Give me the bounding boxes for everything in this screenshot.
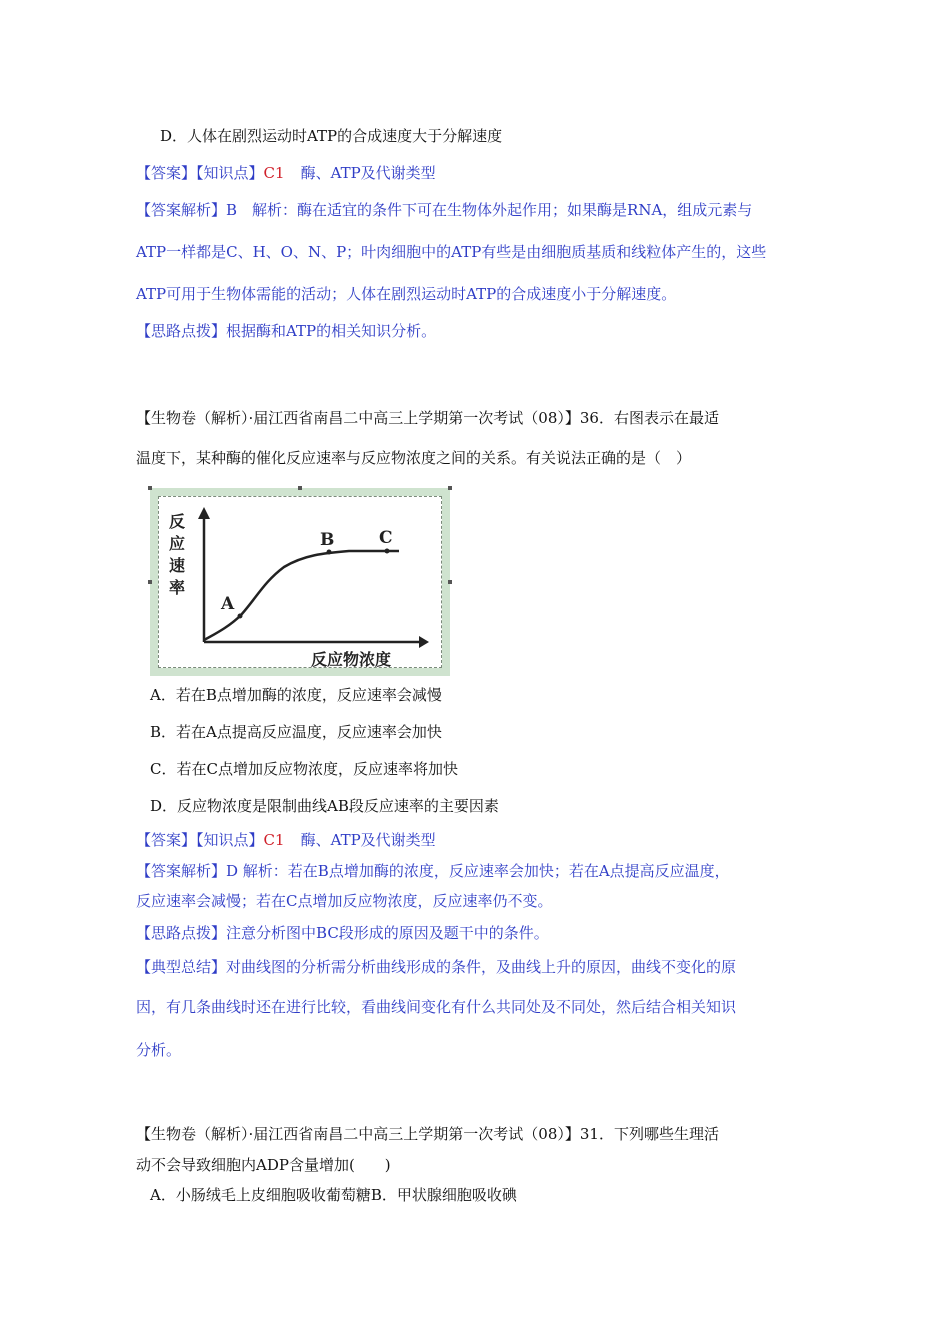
x-axis-arrow-icon bbox=[419, 636, 429, 648]
tip-text: 根据酶和ATP的相关知识分析。 bbox=[226, 322, 437, 340]
y-axis-label-3: 速 bbox=[169, 556, 186, 575]
point-a-label: A bbox=[221, 594, 235, 614]
knowledge-text: 酶、ATP及代谢类型 bbox=[300, 164, 436, 182]
summary-line-3: 分析。 bbox=[136, 1041, 182, 1059]
knowledge-code: C1 bbox=[263, 164, 285, 182]
point-c-marker bbox=[385, 549, 390, 554]
point-a-marker bbox=[238, 614, 243, 619]
y-axis-arrow-icon bbox=[198, 507, 210, 519]
resize-handle bbox=[448, 580, 452, 584]
resize-handle bbox=[448, 486, 452, 490]
reaction-rate-figure bbox=[150, 488, 450, 676]
knowledge-tag: 【知识点】 bbox=[196, 831, 264, 849]
resize-handle bbox=[148, 580, 152, 584]
resize-handle bbox=[298, 486, 302, 490]
tip-tag: 【思路点拨】 bbox=[136, 322, 227, 340]
analysis-line-2: ATP一样都是C、H、O、N、P；叶肉细胞中的ATP有些是由细胞质基质和线粒体产生的，这些 bbox=[136, 243, 767, 261]
analysis-text: B 解析：酶在适宜的条件下可在生物体外起作用；如果酶是RNA，组成元素与 bbox=[226, 201, 753, 219]
question-36-line-1: 【生物卷（解析）·届江西省南昌二中高三上学期第一次考试（08）】36．右图表示在最适 bbox=[136, 409, 719, 427]
analysis-row-1 bbox=[136, 861, 730, 881]
option-b: B．若在A点提高反应温度，反应速率会加快 bbox=[150, 723, 442, 741]
point-b-label: B bbox=[320, 530, 335, 550]
resize-handle bbox=[148, 486, 152, 490]
figure-canvas bbox=[158, 496, 442, 668]
analysis-tag: 【答案解析】 bbox=[136, 862, 227, 880]
knowledge-code: C1 bbox=[263, 831, 285, 849]
tip-text: 注意分析图中BC段形成的原因及题干中的条件。 bbox=[226, 924, 549, 942]
summary-row-1 bbox=[136, 957, 736, 977]
summary-tag: 【典型总结】 bbox=[136, 958, 227, 976]
answer-tag: 【答案】 bbox=[136, 831, 197, 849]
analysis-line-2: 反应速率会减慢；若在C点增加反应物浓度，反应速率仍不变。 bbox=[136, 892, 553, 910]
y-axis-label-4: 率 bbox=[169, 578, 186, 597]
question-36-line-2: 温度下，某种酶的催化反应速率与反应物浓度之间的关系。有关说法正确的是（ ） bbox=[136, 449, 692, 467]
tip-row bbox=[136, 923, 549, 943]
summary-text: 对曲线图的分析需分析曲线形成的条件，及曲线上升的原因，曲线不变化的原 bbox=[226, 958, 737, 976]
point-b-marker bbox=[327, 550, 332, 555]
answer-tag: 【答案】 bbox=[136, 164, 197, 182]
answer-row bbox=[136, 163, 436, 183]
tip-row bbox=[136, 321, 436, 341]
x-axis-label: 反应物浓度 bbox=[311, 650, 392, 667]
analysis-line-3: ATP可用于生物体需能的活动；人体在剧烈运动时ATP的合成速度小于分解速度。 bbox=[136, 285, 677, 303]
question-31-line-2: 动不会导致细胞内ADP含量增加( ) bbox=[136, 1156, 391, 1174]
answer-row bbox=[136, 830, 436, 850]
option-d: D．反应物浓度是限制曲线AB段反应速率的主要因素 bbox=[150, 797, 499, 815]
analysis-text: D 解析：若在B点增加酶的浓度，反应速率会加快；若在A点提高反应温度， bbox=[226, 862, 730, 880]
analysis-tag: 【答案解析】 bbox=[136, 201, 227, 219]
option-d: D．人体在剧烈运动时ATP的合成速度大于分解速度 bbox=[160, 127, 503, 145]
knowledge-tag: 【知识点】 bbox=[196, 164, 264, 182]
analysis-row-1 bbox=[136, 200, 752, 220]
option-ab: A．小肠绒毛上皮细胞吸收葡萄糖B．甲状腺细胞吸收碘 bbox=[150, 1186, 517, 1204]
y-axis-label-2: 应 bbox=[169, 534, 186, 553]
y-axis-label-1: 反 bbox=[169, 512, 186, 531]
option-a: A．若在B点增加酶的浓度，反应速率会减慢 bbox=[150, 686, 442, 704]
tip-tag: 【思路点拨】 bbox=[136, 924, 227, 942]
summary-line-2: 因，有几条曲线时还在进行比较，看曲线间变化有什么共同处及不同处，然后结合相关知识 bbox=[136, 998, 737, 1016]
option-c: C．若在C点增加反应物浓度，反应速率将加快 bbox=[150, 760, 458, 778]
question-31-line-1: 【生物卷（解析）·届江西省南昌二中高三上学期第一次考试（08）】31．下列哪些生理活 bbox=[136, 1125, 719, 1143]
reaction-rate-graph bbox=[159, 497, 441, 667]
knowledge-text: 酶、ATP及代谢类型 bbox=[300, 831, 436, 849]
point-c-label: C bbox=[379, 528, 393, 548]
